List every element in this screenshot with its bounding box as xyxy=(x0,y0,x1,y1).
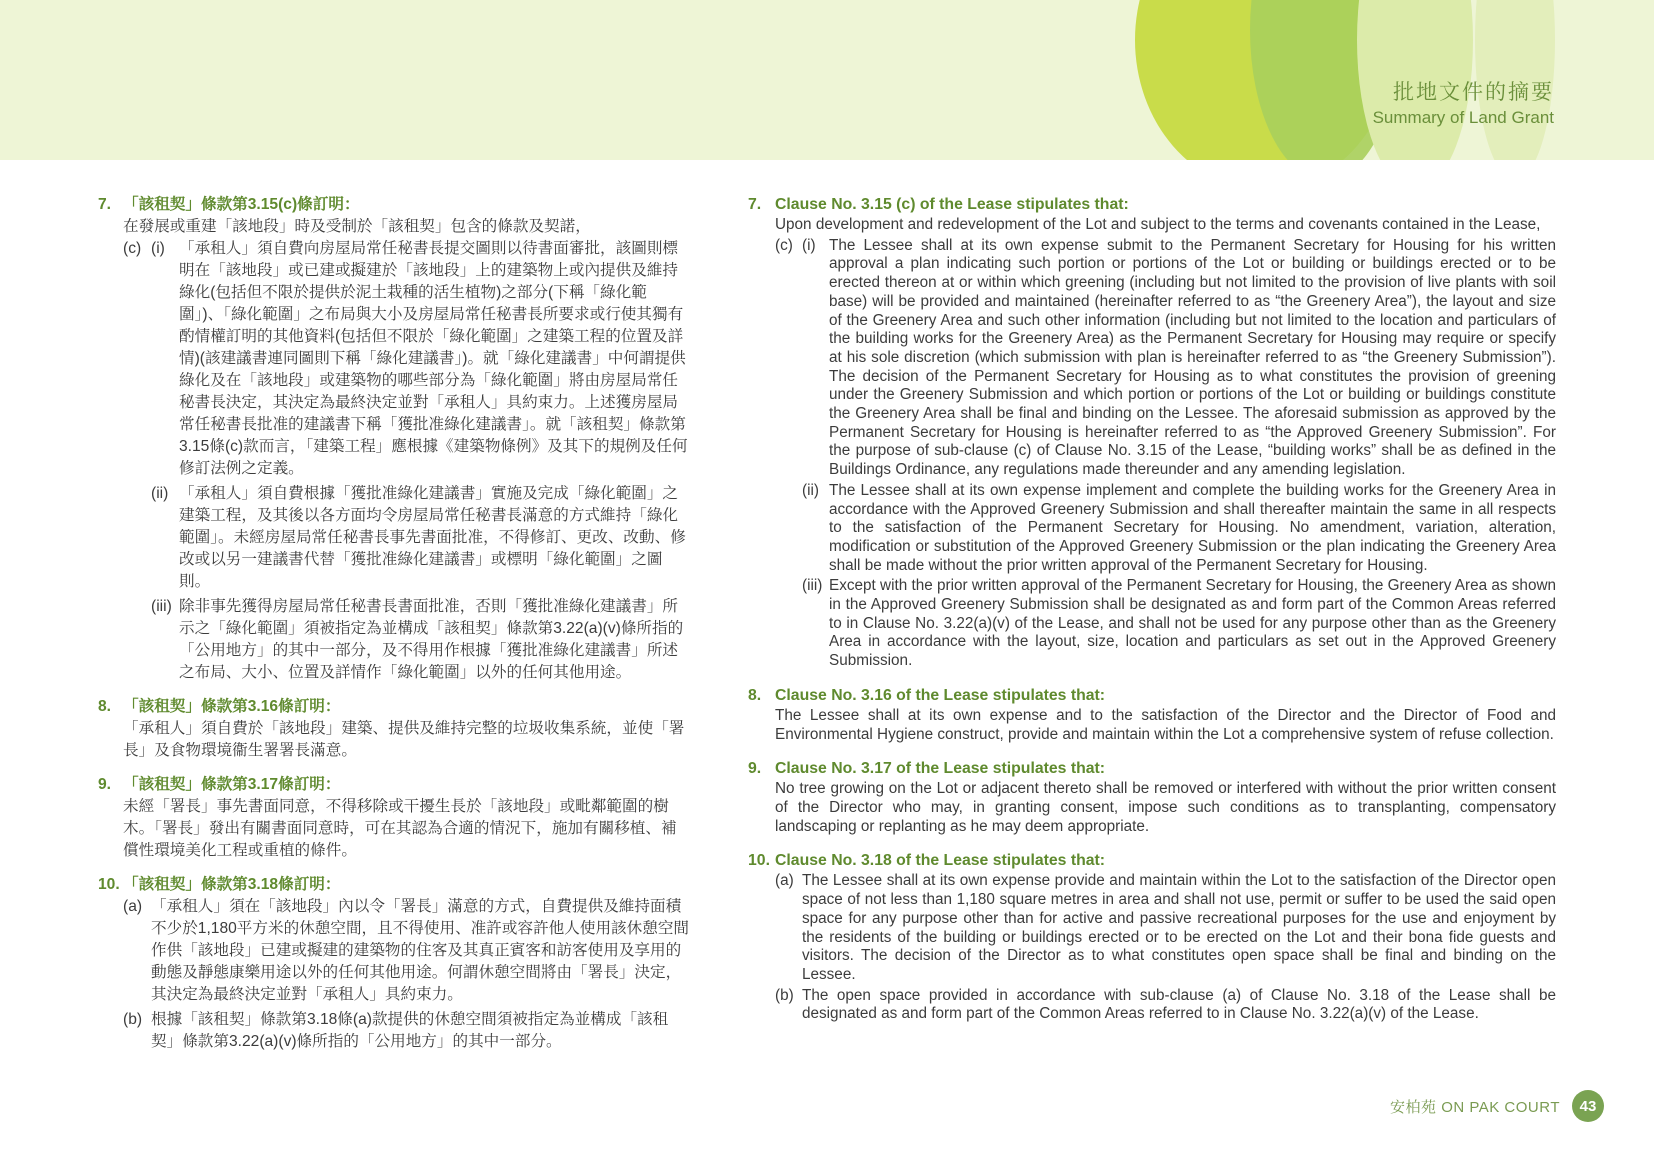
en-clause-9-heading xyxy=(748,758,1556,779)
clause-number: 7. xyxy=(98,196,112,213)
subclause-text: The open space provided in accordance with sub-clause (a) of Clause No. 3.18 of the Lease shall be designated as and form part of the Common Areas referred to in Clause No. 3.22(a)(v) of the Lease. xyxy=(802,986,1556,1023)
clause-title: 「該租契」條款第3.16條訂明： xyxy=(123,698,341,715)
chinese-column xyxy=(98,194,690,1065)
header-banner xyxy=(0,0,1654,160)
subclause-label: (c) xyxy=(123,240,142,257)
item-label: (i) xyxy=(802,236,816,254)
item-text: Except with the prior written approval of the Permanent Secretary for Housing, the Greenery Area as shown in the Approved Greenery Submission shall be designated as and form part of the Common Areas referred to in Clause No. 3.22(a)(v) of the Lease, and shall not be used for any purpose other than as the Greenery Area in accordance with the layout, size, location and particulars as set out in the Approved Greenery Submission. xyxy=(829,577,1556,670)
en-clause-7 xyxy=(748,194,1556,671)
item-text: 「承租人」須自費向房屋局常任秘書長提交圖則以待書面審批，該圖則標明在「該地段」或已建或擬建於「該地段」上的建築物上或內提供及維持綠化(包括但不限於提供於泥土栽種的活生植物)之部分(下稱「綠化範圍」)、「綠化範圍」之布局與大小及房屋局常任秘書長所要求或行使其獨有酌情權訂明的其他資料(包括但不限於「綠化範圍」之建築工程的位置及詳情)(該建議書連同圖則下稱「綠化建議書」)。就「綠化建議書」中何謂提供綠化及在「該地段」或建築物的哪些部分為「綠化範圍」將由房屋局常任秘書長決定，其決定為最終決定並對「承租人」具約束力。上述獲房屋局常任秘書長批准的建議書下稱「獲批准綠化建議書」。就「該租契」條款第3.15條(c)款而言，「建築工程」應根據《建築物條例》及其下的規例及任何修訂法例之定義。 xyxy=(179,240,688,477)
zh-subclause-c-ii xyxy=(98,483,690,593)
item-text: The Lessee shall at its own expense implement and complete the building works for the Greenery Area in accordance with the Approved Greenery Submission and shall thereafter maintain the same in all respects to the satisfaction of the Permanent Secretary for Housing. No amendment, variation, alteration, modification or substitution of the Approved Greenery Submission or the plan indicating the Greenery Area shall be made without the prior written approval of the Permanent Secretary for Housing. xyxy=(829,481,1556,574)
en-subclause-c-ii xyxy=(748,482,1556,576)
subclause-text: 根據「該租契」條款第3.18條(a)款提供的休憩空間須被指定為並構成「該租契」條款第3.22(a)(v)條所指的「公用地方」的其中一部分。 xyxy=(151,1011,669,1050)
clause-number: 9. xyxy=(98,776,112,793)
clause-number: 9. xyxy=(748,760,762,778)
clause-number: 8. xyxy=(748,686,762,704)
clause-number: 10. xyxy=(98,876,120,893)
page-number: 43 xyxy=(1572,1090,1604,1122)
zh-subclause-c-iii xyxy=(98,596,690,684)
item-label: (ii) xyxy=(151,485,169,502)
en-clause-7-heading xyxy=(748,194,1556,215)
subclause-label: (b) xyxy=(775,986,794,1004)
zh-clause-8 xyxy=(98,696,690,762)
clause-text: The Lessee shall at its own expense and to the satisfaction of the Director and the Director of Food and Environmental Hygiene construct, provide and maintain within the Lot a comprehensive system of refuse collection. xyxy=(775,706,1556,743)
subclause-text: 「承租人」須在「該地段」內以令「署長」滿意的方式，自費提供及維持面積不少於1,180平方米的休憩空間，且不得使用、准許或容許他人使用該休憩空間作供「該地段」已建或擬建的建築物的住客及其真正賓客和訪客使用及享用的動態及靜態康樂用途以外的任何其他用途。何謂休憩空間將由「署長」決定，其決定為最終決定並對「承租人」具約束力。 xyxy=(151,898,690,1003)
clause-title: 「該租契」條款第3.18條訂明： xyxy=(123,876,341,893)
english-column xyxy=(748,194,1556,1038)
en-clause-9 xyxy=(748,758,1556,836)
title-english: Summary of Land Grant xyxy=(1372,108,1554,127)
en-subclause-b xyxy=(748,987,1556,1024)
clause-text: 「承租人」須自費於「該地段」建築、提供及維持完整的垃圾收集系統，並使「署長」及食物環境衞生署署長滿意。 xyxy=(123,720,685,759)
item-label: (iii) xyxy=(802,577,823,595)
page-footer xyxy=(1390,1090,1604,1122)
clause-title: 「該租契」條款第3.15(c)條訂明： xyxy=(123,196,360,213)
en-clause-8-heading xyxy=(748,685,1556,706)
clause-intro: 在發展或重建「該地段」時及受制於「該租契」包含的條款及契諾， xyxy=(123,218,591,235)
document-title xyxy=(1373,80,1554,130)
zh-clause-9 xyxy=(98,774,690,862)
clause-text: 未經「署長」事先書面同意，不得移除或干擾生長於「該地段」或毗鄰範圍的樹木。「署長」發出有關書面同意時，可在其認為合適的情況下，施加有關移植、補償性環境美化工程或重植的條件。 xyxy=(123,798,677,859)
en-clause-10 xyxy=(748,850,1556,1024)
zh-clause-10 xyxy=(98,874,690,1053)
en-subclause-a xyxy=(748,872,1556,984)
clause-intro: Upon development and redevelopment of the Lot and subject to the terms and covenants contained in the Lease, xyxy=(775,216,1541,233)
zh-clause-10-heading xyxy=(98,874,690,896)
subclause-label: (a) xyxy=(775,872,794,890)
clause-title: Clause No. 3.16 of the Lease stipulates that: xyxy=(775,686,1106,704)
item-label: (iii) xyxy=(151,598,172,615)
zh-subclause-a xyxy=(98,896,690,1006)
en-clause-8 xyxy=(748,685,1556,744)
item-label: (ii) xyxy=(802,481,819,499)
item-text: 除非事先獲得房屋局常任秘書長書面批准，否則「獲批准綠化建議書」所示之「綠化範圍」須被指定為並構成「該租契」條款第3.22(a)(v)條所指的「公用地方」的其中一部分，及不得用作根據「獲批准綠化建議書」所述之布局、大小、位置及詳情作「綠化範圍」以外的任何其他用途。 xyxy=(179,598,684,681)
clause-number: 8. xyxy=(98,698,112,715)
title-chinese: 批地文件的摘要 xyxy=(1393,81,1554,104)
clause-title: Clause No. 3.15 (c) of the Lease stipulates that: xyxy=(775,196,1129,213)
en-subclause-c-i xyxy=(748,237,1556,480)
zh-subclause-c-i xyxy=(98,238,690,480)
clause-number: 10. xyxy=(748,852,770,870)
item-label: (i) xyxy=(151,240,165,257)
zh-clause-7 xyxy=(98,194,690,684)
en-subclause-c-iii xyxy=(748,577,1556,671)
clause-number: 7. xyxy=(748,196,762,213)
subclause-label: (b) xyxy=(123,1011,143,1028)
clause-text: No tree growing on the Lot or adjacent thereto shall be removed or interfered with without the prior written consent of the Director who may, in granting consent, impose such conditions as to transplanting, compensatory landscaping or replanting as he may deem appropriate. xyxy=(775,780,1556,835)
clause-title: Clause No. 3.18 of the Lease stipulates that: xyxy=(775,852,1106,870)
item-text: The Lessee shall at its own expense submit to the Permanent Secretary for Housing for his written approval a plan indicating such portion or portions of the Lot or building or buildings erected or to be erected thereon at or within which greening (including but not limited to the provision of live plants with soil base) will be provided and maintained (hereinafter referred to as “the Greenery Area”), the layout and size of the Greenery Area and such other information (including but not limited to the location and particulars of the building works for the Greenery Area) as the Permanent Secretary for Housing may require or specify at his sole discretion (which submission with plan is hereinafter referred to as “the Greenery Submission”). The decision of the Permanent Secretary for Housing as to what constitutes the provision of greening under the Greenery Submission and which portion or portions of the Lot or building or buildings constitute the Greenery Area shall be final and binding on the Lessee. The aforesaid submission as approved by the Permanent Secretary for Housing is hereinafter referred to as “the Approved Greenery Submission”. For the purpose of sub-clause (c) of Clause No. 3.15 of the Lease, “building works” shall be as defined in the Buildings Ordinance, any regulations made thereunder and any amending legislation. xyxy=(829,236,1556,479)
subclause-text: The Lessee shall at its own expense provide and maintain within the Lot to the satisfaction of the Director open space of not less than 1,180 square metres in area and shall not use, permit or suffer to be used the said open space for any purpose other than for active and passive recreational purposes for the use and enjoyment by the residents of the building or buildings erected or to be erected on the Lot and their bona fide guests and visitors. The decision of the Director as to what constitutes open space shall be final and binding on the Lessee. xyxy=(802,872,1556,983)
zh-clause-8-heading xyxy=(98,696,690,718)
clause-title: Clause No. 3.17 of the Lease stipulates that: xyxy=(775,760,1106,778)
project-name: 安柏苑 ON PAK COURT xyxy=(1390,1098,1560,1116)
clause-title: 「該租契」條款第3.17條訂明： xyxy=(123,776,341,793)
item-text: 「承租人」須自費根據「獲批准綠化建議書」實施及完成「綠化範圍」之建築工程，及其後以各方面均令房屋局常任秘書長滿意的方式維持「綠化範圍」。未經房屋局常任秘書長事先書面批准，不得修訂、更改、改動、修改或以另一建議書代替「獲批准綠化建議書」或標明「綠化範圍」之圖則。 xyxy=(179,485,686,590)
subclause-label: (a) xyxy=(123,898,143,915)
en-clause-10-heading xyxy=(748,850,1556,871)
zh-clause-7-heading xyxy=(98,194,690,216)
subclause-label: (c) xyxy=(775,236,793,254)
zh-subclause-b xyxy=(98,1009,690,1053)
zh-clause-9-heading xyxy=(98,774,690,796)
